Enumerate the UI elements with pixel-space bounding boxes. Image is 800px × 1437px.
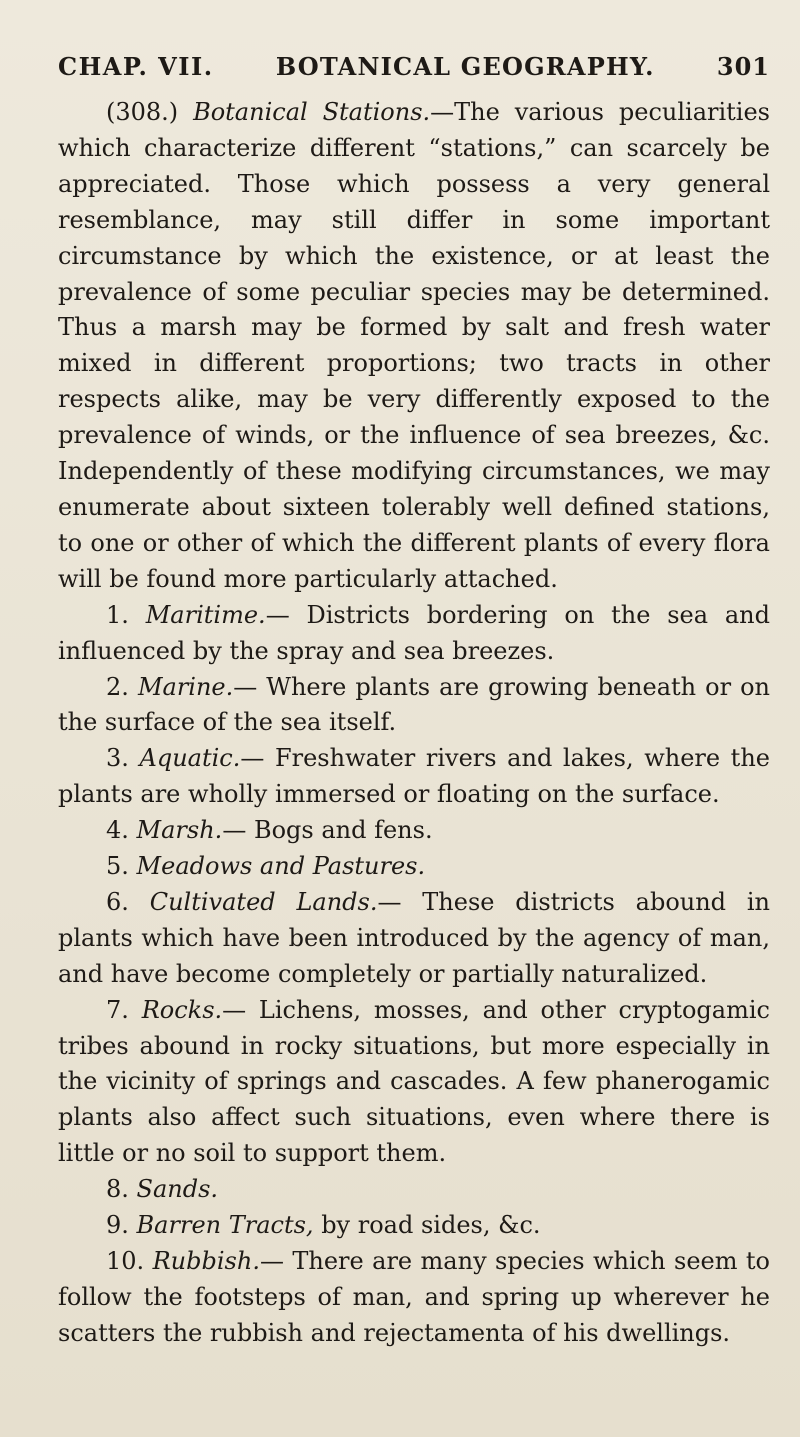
running-header [58, 48, 770, 84]
station-name: Maritime. [145, 600, 266, 629]
station-number: 5. [106, 852, 129, 881]
station-description: — Freshwater rivers and lakes, where the plants are wholly immersed or floating on the surface. [58, 744, 770, 809]
station-item [58, 598, 770, 670]
station-description: — Bogs and fens. [222, 816, 433, 845]
station-item [58, 813, 770, 849]
station-description: — Where plants are growing beneath or on the surface of the sea itself. [58, 672, 770, 737]
station-item [58, 885, 770, 993]
station-number: 10. [106, 1247, 145, 1275]
station-item [58, 1208, 770, 1244]
station-name: Marine. [137, 672, 234, 701]
station-name: Meadows and Pastures. [136, 852, 426, 881]
station-name: Marsh. [136, 816, 223, 845]
station-name: Rocks. [141, 995, 223, 1024]
running-title: BOTANICAL GEOGRAPHY. [275, 51, 655, 81]
station-description: — These districts abound in plants which have been introduced by the agency of man, and have become completely or partially naturalized. [58, 887, 770, 988]
page-number: 301 [716, 51, 770, 81]
section-number: (308.) [106, 98, 179, 126]
section-text: —The various peculiarities which characterize different “stations,” can scarcely be appreciated. Those which possess a very general resemblance, may still differ in some important circumstance by which the existence, or at least the prevalence of some peculiar species may be determined. Thus a marsh may be formed by salt and fresh water mixed in different proportions; two tracts in other respects alike, may be very differently exposed to the prevalence of winds, or the influence of sea breezes, &c. Independently of these modifying circumstances, we may enumerate about sixteen tolerably well defined stations, to one or other of which the different plants of every flora will be found more particularly attached. [58, 98, 770, 593]
station-number: 9. [106, 1211, 129, 1240]
station-description: by road sides, &c. [321, 1211, 541, 1240]
station-number: 2. [106, 672, 129, 701]
station-item [58, 670, 770, 742]
station-number: 4. [106, 816, 129, 845]
station-description: — Lichens, mosses, and other cryptogamic tribes abound in rocky situations, but more especially in the vicinity of springs and cascades. A few phanerogamic plants also affect such situations, even where there is little or no soil to support them. [58, 995, 770, 1168]
station-item [58, 741, 770, 813]
station-number: 6. [106, 887, 129, 916]
station-description: — There are many species which seem to follow the footsteps of man, and spring up wherever he scatters the rubbish and rejectamenta of his dwellings. [58, 1247, 770, 1347]
body-text [58, 95, 770, 1352]
station-number: 7. [106, 995, 129, 1024]
station-number: 8. [106, 1175, 129, 1204]
station-number: 1. [106, 600, 129, 629]
station-name: Aquatic. [139, 744, 241, 773]
station-name: Rubbish. [152, 1247, 260, 1275]
station-name: Cultivated Lands. [149, 887, 378, 916]
section-heading: Botanical Stations. [193, 98, 431, 126]
station-item [58, 993, 770, 1173]
station-name: Sands. [136, 1175, 219, 1204]
station-item [58, 1172, 770, 1208]
station-name: Barren Tracts, [136, 1211, 314, 1240]
station-number: 3. [106, 744, 129, 773]
station-description: — Districts bordering on the sea and influenced by the spray and sea breezes. [58, 600, 770, 665]
station-item [58, 849, 770, 885]
intro-paragraph [58, 95, 770, 598]
station-item [58, 1244, 770, 1352]
chapter-label: CHAP. VII. [58, 51, 214, 81]
